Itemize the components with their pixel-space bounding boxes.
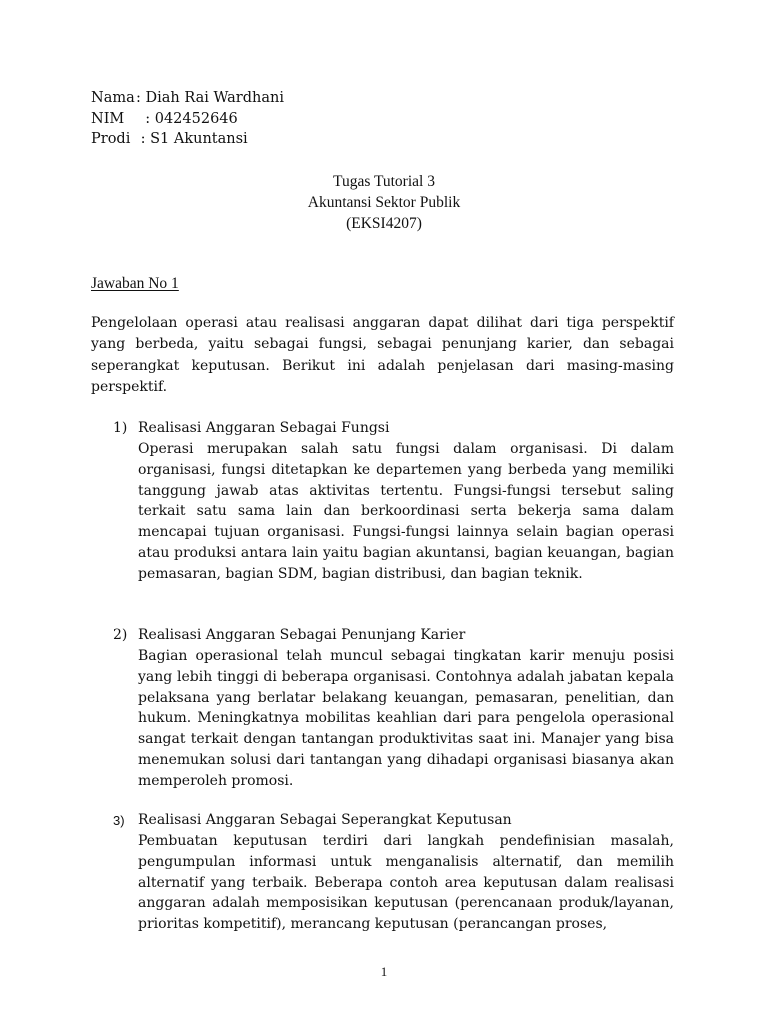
name-label: Nama bbox=[91, 90, 135, 106]
item-heading: Realisasi Anggaran Sebagai Seperangkat Keputusan bbox=[138, 812, 512, 828]
prodi-value: : S1 Akuntansi bbox=[136, 131, 248, 147]
name-row bbox=[91, 88, 284, 109]
prodi-label: Prodi bbox=[91, 131, 131, 147]
list-item bbox=[113, 625, 674, 792]
prodi-row bbox=[91, 129, 284, 150]
item-number: 2) bbox=[113, 627, 128, 643]
intro-paragraph: Pengelolaan operasi atau realisasi anggaran dapat dilihat dari tiga perspektif yang berbeda, yaitu sebagai fungsi, sebagai penunjang karier, dan sebagai seperangkat keputusan. Berikut ini adalah penjelasan dari masing-masing perspektif. bbox=[91, 315, 674, 395]
student-identity bbox=[91, 88, 284, 150]
nim-label: NIM bbox=[91, 110, 125, 127]
item-heading: Realisasi Anggaran Sebagai Fungsi bbox=[138, 420, 390, 436]
name-value: : Diah Rai Wardhani bbox=[136, 90, 284, 106]
section-heading: Jawaban No 1 bbox=[91, 275, 179, 292]
title-line-1: Tugas Tutorial 3 bbox=[333, 173, 435, 190]
list-item bbox=[113, 418, 674, 585]
item-body: Operasi merupakan salah satu fungsi dalam organisasi. Di dalam organisasi, fungsi ditetapkan ke departemen yang berbeda yang memiliki tanggung jawab atas aktivitas tertentu. Fungsi-fungsi tersebut saling terkait satu sama lain dan berkoordinasi serta bekerja sama dalam mencapai tujuan organisasi. Fungsi-fungsi lainnya selain bagian operasi atau produksi antara lain yaitu bagian akuntansi, bagian keuangan, bagian pemasaran, bagian SDM, bagian distribusi, dan bagian teknik. bbox=[138, 441, 674, 582]
nim-value: : 042452646 bbox=[136, 110, 238, 127]
item-heading: Realisasi Anggaran Sebagai Penunjang Karier bbox=[138, 627, 466, 643]
title-line-2: Akuntansi Sektor Publik bbox=[307, 194, 461, 211]
list-item bbox=[113, 810, 674, 935]
title-line-3: (EKSI4207) bbox=[346, 215, 422, 232]
item-body: Pembuatan keputusan terdiri dari langkah pendefinisian masalah, pengumpulan informasi untuk menganalisis alternatif, dan memilih alternatif yang terbaik. Beberapa contoh area keputusan dalam realisasi anggaran adalah memposisikan keputusan (perencanaan produk/layanan, prioritas kompetitif), merancang keputusan (perancangan proses, bbox=[138, 833, 674, 933]
item-number: 3) bbox=[113, 813, 125, 828]
item-body: Bagian operasional telah muncul sebagai tingkatan karir menuju posisi yang lebih tinggi di beberapa organisasi. Contohnya adalah jabatan kepala pelaksana yang berlatar belakang keuangan, pemasaran, penelitian, dan hukum. Meningkatnya mobilitas keahlian dari para pengelola operasional sangat terkait dengan tantangan produktivitas saat ini. Manajer yang bisa menemukan solusi dari tantangan yang dihadapi organisasi biasanya akan memperoleh promosi. bbox=[138, 648, 674, 789]
nim-row bbox=[91, 109, 284, 130]
page-number: 1 bbox=[380, 964, 388, 979]
document-title bbox=[0, 171, 768, 234]
item-number: 1) bbox=[113, 420, 128, 436]
